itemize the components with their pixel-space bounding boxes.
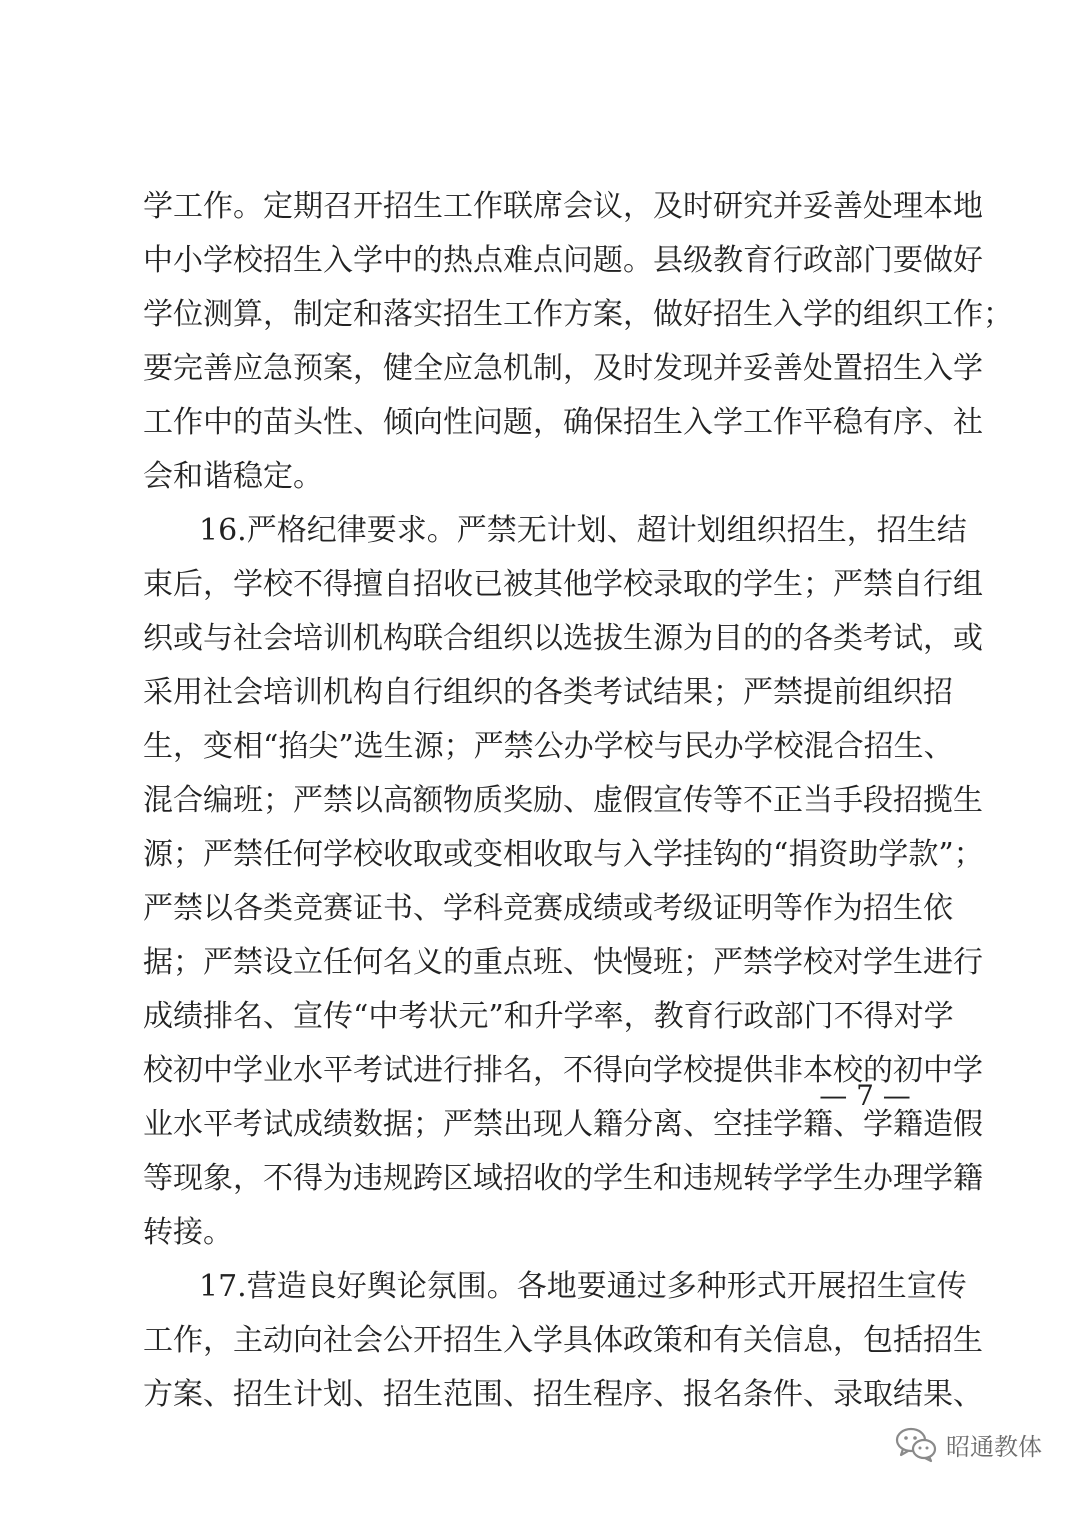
body-line: 成绩排名、宣传“中考状元”和升学率，教育行政部门不得对学: [143, 999, 954, 1034]
body-line: 等现象，不得为违规跨区域招收的学生和违规转学学生办理学籍: [143, 1161, 983, 1196]
body-line: 业水平考试成绩数据；严禁出现人籍分离、空挂学籍、学籍造假: [143, 1107, 983, 1142]
body-line: 织或与社会培训机构联合组织以选拔生源为目的的各类考试，或: [143, 621, 983, 656]
watermark: [894, 1420, 1042, 1468]
watermark-text: 昭通教体: [946, 1432, 1042, 1461]
body-line: 混合编班；严禁以高额物质奖励、虚假宣传等不正当手段招揽生: [143, 783, 983, 818]
body-line: 生，变相“掐尖”选生源；严禁公办学校与民办学校混合招生、: [143, 729, 954, 764]
wechat-icon: [894, 1424, 938, 1464]
body-line: 方案、招生计划、招生范围、招生程序、报名条件、录取结果、: [143, 1377, 983, 1412]
body-line: 采用社会培训机构自行组织的各类考试结果；严禁提前组织招: [143, 675, 953, 710]
body-line: 工作，主动向社会公开招生入学具体政策和有关信息，包括招生: [143, 1323, 983, 1358]
body-line: 据；严禁设立任何名义的重点班、快慢班；严禁学校对学生进行: [143, 945, 983, 980]
page-number: — 7 —: [819, 1079, 911, 1112]
body-line: 学位测算，制定和落实招生工作方案，做好招生入学的组织工作；: [143, 297, 1013, 332]
section-16-heading-line: 16.严格纪律要求。严禁无计划、超计划组织招生，招生结: [199, 513, 967, 548]
body-line: 源；严禁任何学校收取或变相收取与入学挂钩的“捐资助学款”；: [143, 837, 984, 872]
body-line: 会和谐稳定。: [143, 459, 323, 494]
body-line: 严禁以各类竞赛证书、学科竞赛成绩或考级证明等作为招生依: [143, 891, 953, 926]
body-line: 束后，学校不得擅自招收已被其他学校录取的学生；严禁自行组: [143, 567, 983, 602]
body-line: 转接。: [143, 1215, 233, 1250]
body-line: 中小学校招生入学中的热点难点问题。县级教育行政部门要做好: [143, 243, 983, 278]
body-line: 学工作。定期召开招生工作联席会议，及时研究并妥善处理本地: [143, 189, 983, 224]
document-body: [143, 180, 1013, 1422]
body-line: 校初中学业水平考试进行排名，不得向学校提供非本校的初中学: [143, 1053, 983, 1088]
section-17-heading-line: 17.营造良好舆论氛围。各地要通过多种形式开展招生宣传: [199, 1269, 967, 1304]
body-line: 工作中的苗头性、倾向性问题，确保招生入学工作平稳有序、社: [143, 405, 983, 440]
body-line: 要完善应急预案，健全应急机制，及时发现并妥善处置招生入学: [143, 351, 983, 386]
